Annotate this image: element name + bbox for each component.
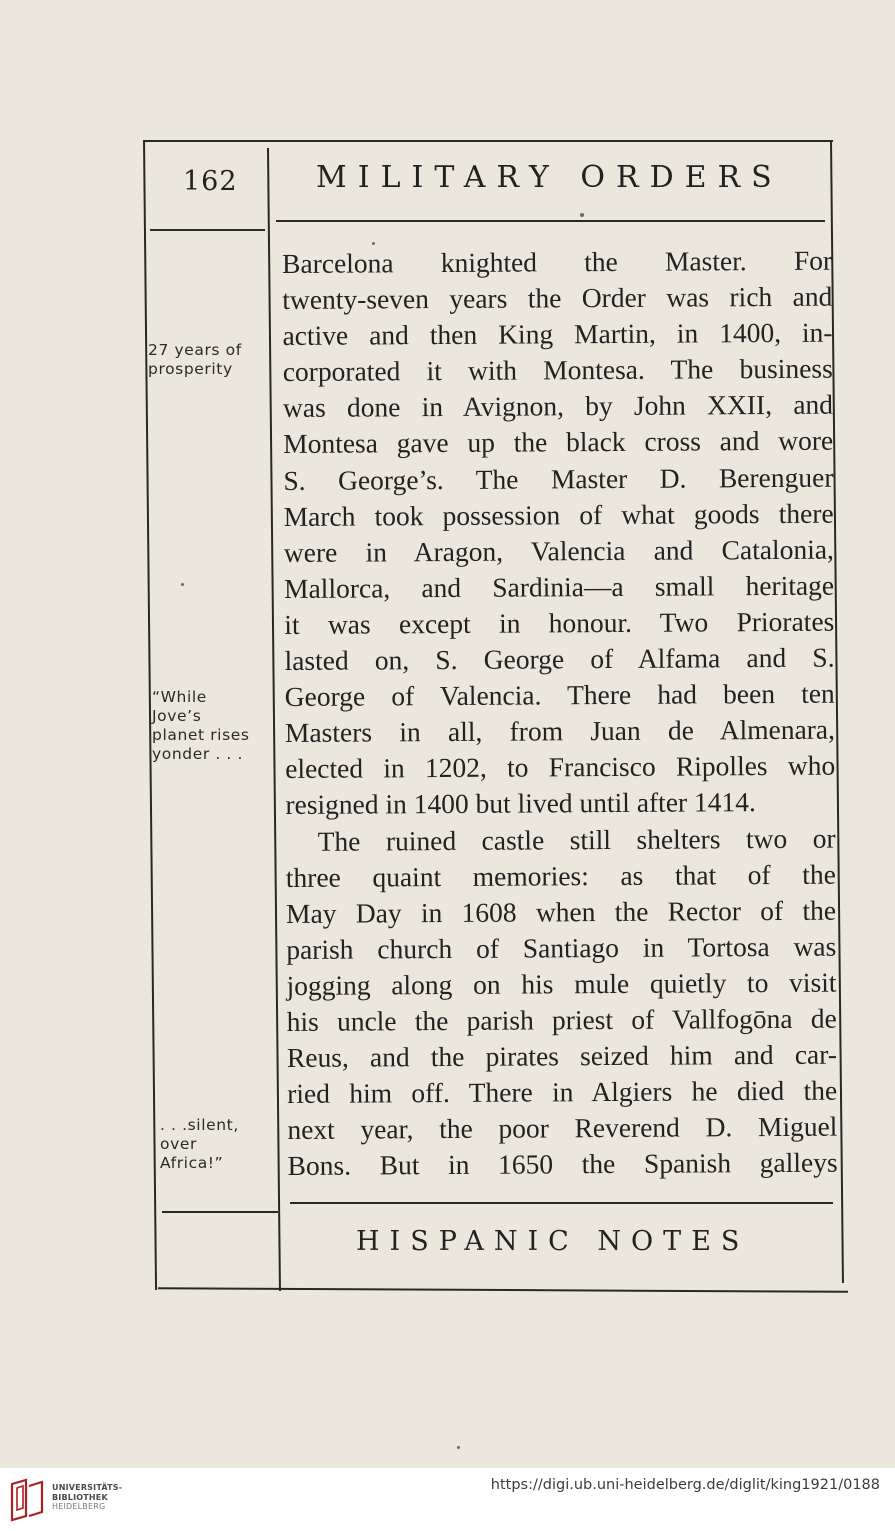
side-note-prosperity	[148, 341, 268, 379]
library-name-line: HEIDELBERG	[52, 1502, 106, 1511]
footer-rule-left	[162, 1211, 278, 1213]
side-note-line: over	[160, 1135, 197, 1153]
side-note-line: yonder . . .	[152, 745, 243, 763]
library-name-line: BIBLIOTHEK	[52, 1492, 108, 1502]
side-note-line: Jove’s	[152, 707, 202, 725]
header-rule-right	[276, 220, 825, 222]
print-speck	[580, 213, 584, 217]
print-speck	[372, 242, 375, 245]
text-line: his uncle the parish priest of Vallfogōna de	[286, 1002, 837, 1037]
text-line: were in Aragon, Valencia and Catalonia,	[283, 533, 834, 568]
text-line: S. George’s. The Master D. Berenguer	[283, 461, 834, 496]
text-line: Reus, and the pirates seized him and car-	[286, 1038, 838, 1074]
side-note-line: 27 years of	[148, 341, 242, 359]
text-line: March took possession of what goods there	[283, 497, 834, 532]
text-line: resigned in 1400 but lived until after 1414.	[285, 786, 756, 821]
library-name	[52, 1483, 122, 1512]
university-library-logo-icon	[8, 1478, 46, 1522]
text-line: was done in Avignon, by John XXII, and	[282, 389, 834, 424]
text-line: Bons. But in 1650 the Spanish galleys	[287, 1146, 838, 1182]
text-line: elected in 1202, to Francisco Ripolles who	[285, 749, 836, 785]
text-line: it was except in honour. Two Priorates	[284, 605, 835, 640]
text-line: next year, the poor Reverend D. Miguel	[287, 1110, 838, 1146]
print-speck	[457, 1446, 460, 1449]
text-line: active and then King Martin, in 1400, in-	[282, 316, 833, 352]
page-number: 162	[183, 166, 238, 197]
text-line: Masters in all, from Juan de Almenara,	[284, 713, 836, 749]
side-note-line: prosperity	[148, 360, 233, 378]
text-line: The ruined castle still shelters two or	[317, 822, 836, 857]
running-foot: HISPANIC NOTES	[356, 1226, 750, 1257]
text-line: ried him off. There in Algiers he died the	[287, 1074, 838, 1110]
frame-top-rule	[143, 140, 833, 142]
source-url-link[interactable]: https://digi.ub.uni-heidelberg.de/diglit/king1921/0188	[490, 1477, 880, 1493]
footer-rule-right	[290, 1202, 833, 1204]
side-note-line: planet rises	[152, 726, 250, 744]
running-head: MILITARY ORDERS	[316, 160, 783, 195]
library-name-line: UNIVERSITÄTS-	[52, 1483, 123, 1492]
side-note-line: Africa!”	[160, 1154, 224, 1172]
body-text	[282, 243, 838, 1185]
side-note-africa	[160, 1116, 280, 1173]
text-line: parish church of Santiago in Tortosa was	[286, 930, 837, 965]
text-line: corporated it with Montesa. The business	[282, 352, 833, 388]
text-line: Mallorca, and Sardinia—a small heritage	[283, 569, 835, 604]
text-line: jogging along on his mule quietly to visit	[286, 966, 837, 1001]
frame-bottom-rule	[158, 1287, 848, 1293]
text-line: lasted on, S. George of Alfama and S.	[284, 641, 835, 677]
text-line: three quaint memories: as that of the	[285, 858, 836, 893]
text-line: Montesa gave up the black cross and wore	[283, 425, 834, 460]
text-line: George of Valencia. There had been ten	[284, 677, 835, 713]
side-note-line: . . .silent,	[160, 1116, 239, 1134]
side-note-line: “While	[152, 688, 207, 706]
header-rule-left	[150, 229, 265, 231]
side-note-jove	[152, 688, 272, 764]
text-line: twenty-seven years the Order was rich and	[282, 280, 833, 316]
print-speck	[181, 583, 184, 586]
text-line: May Day in 1608 when the Rector of the	[285, 894, 837, 929]
text-line: Barcelona knighted the Master. For	[282, 244, 833, 279]
